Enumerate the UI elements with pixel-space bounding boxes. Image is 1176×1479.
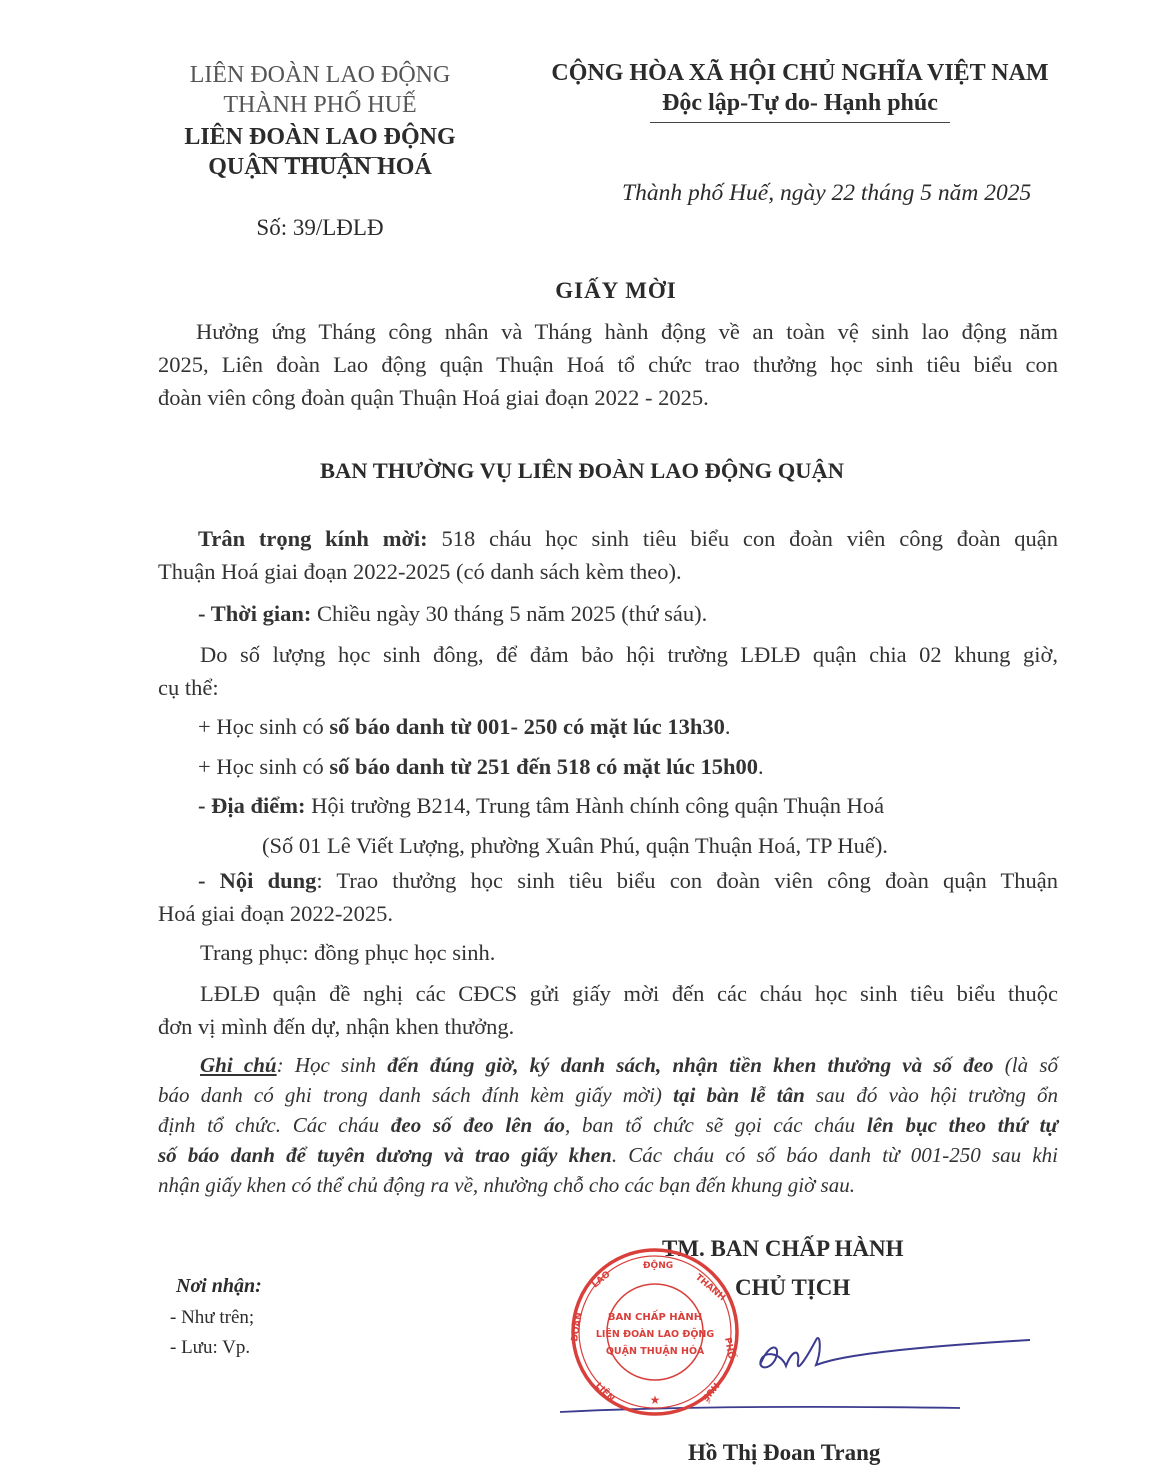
- request-paragraph: [158, 977, 1058, 1043]
- location-label: - Địa điểm:: [198, 793, 306, 818]
- signer-name: Hồ Thị Đoan Trang: [688, 1440, 881, 1465]
- slots-intro1: Do số lượng học sinh đông, để đảm bảo hội trường LĐLĐ quận chia 02 khung giờ,: [200, 642, 1058, 667]
- note-l2a: báo danh có ghi trong danh sách đính kèm giấy mời): [158, 1083, 662, 1107]
- slot-2: [198, 750, 1098, 783]
- content-text1: : Trao thưởng học sinh tiêu biểu con đoàn viên công đoàn quận Thuận: [316, 868, 1058, 893]
- slot-2-prefix: + Học sinh có: [198, 754, 324, 779]
- seal-line3: QUẬN THUẬN HÓA: [605, 1346, 705, 1357]
- seal-left2-text: ĐOÀN: [570, 1311, 586, 1343]
- signature-stroke: [760, 1338, 1030, 1367]
- invite-paragraph: [158, 522, 1058, 588]
- org-underline: [258, 157, 382, 158]
- note-l3b: đeo số đeo lên áo: [390, 1113, 565, 1137]
- note-l4a: số báo danh để tuyên dương và trao giấy khen: [158, 1143, 612, 1167]
- invite-text1: 518 cháu học sinh tiêu biểu con đoàn viên công đoàn quận: [441, 526, 1058, 551]
- parent-org-line2: THÀNH PHỐ HUẾ: [223, 92, 417, 118]
- document-title: GIẤY MỜI: [555, 278, 677, 303]
- parent-org-line1: LIÊN ĐOÀN LAO ĐỘNG: [189, 62, 451, 88]
- slot-2-suffix: .: [757, 754, 764, 779]
- seal-bottom-text: LIÊN: [592, 1381, 617, 1405]
- place-date: Thành phố Huế, ngày 22 tháng 5 năm 2025: [622, 180, 1032, 206]
- seal-line1: BAN CHẤP HÀNH: [607, 1312, 703, 1323]
- recipient-1: - Như trên;: [170, 1307, 255, 1328]
- note-block: [158, 1050, 1058, 1200]
- request-line1: LĐLĐ quận đề nghị các CĐCS gửi giấy mời đến các cháu học sinh tiêu biểu thuộc: [200, 981, 1058, 1006]
- location-text: Hội trường B214, Trung tâm Hành chính công quận Thuận Hoá: [311, 793, 885, 818]
- official-seal: [565, 1242, 745, 1422]
- invite-text2: Thuận Hoá giai đoạn 2022-2025 (có danh sách kèm theo).: [158, 559, 682, 584]
- intro-line2: 2025, Liên đoàn Lao động quận Thuận Hoá tổ chức trao thưởng học sinh tiêu biểu con: [158, 352, 1058, 377]
- time-text: Chiều ngày 30 tháng 5 năm 2025 (thứ sáu).: [316, 601, 708, 626]
- location-address: (Số 01 Lê Viết Lượng, phường Xuân Phú, quận Thuận Hoá, TP Huế).: [262, 833, 888, 858]
- invite-label: Trân trọng kính mời:: [198, 526, 428, 551]
- note-l2b: tại bàn lễ tân: [673, 1083, 805, 1107]
- time-label: - Thời gian:: [198, 601, 312, 626]
- country-name: CỘNG HÒA XÃ HỘI CHỦ NGHĨA VIỆT NAM: [551, 60, 1049, 86]
- note-l3a: định tổ chức. Các cháu: [158, 1113, 380, 1137]
- request-line2: đơn vị mình đến dự, nhận khen thưởng.: [158, 1014, 515, 1039]
- content-text2: Hoá giai đoạn 2022-2025.: [158, 901, 393, 926]
- intro-line1: Hưởng ứng Tháng công nhân và Tháng hành động về an toàn vệ sinh lao động năm: [196, 319, 1058, 344]
- note-l1c: (là số: [1004, 1053, 1059, 1077]
- slot-2-detail: số báo danh từ 251 đến 518 có mặt lúc 15h00: [329, 754, 758, 779]
- document-number: Số: 39/LĐLĐ: [256, 215, 384, 240]
- note-l1a: : Học sinh: [276, 1053, 377, 1077]
- org-line2: QUẬN THUẬN HOÁ: [208, 154, 432, 180]
- committee-heading: BAN THƯỜNG VỤ LIÊN ĐOÀN LAO ĐỘNG QUẬN: [320, 458, 845, 483]
- intro-paragraph: [158, 315, 1058, 414]
- signature-on-behalf: TM. BAN CHẤP HÀNH: [662, 1236, 904, 1261]
- note-l4b: . Các cháu có số báo danh từ 001-250 sau khi: [611, 1143, 1058, 1167]
- location-line: [198, 789, 1098, 822]
- slots-intro2: cụ thể:: [158, 675, 219, 700]
- note-l1b: đến đúng giờ, ký danh sách, nhận tiền khen thưởng và số đeo: [387, 1053, 994, 1077]
- seal-line2: LIÊN ĐOÀN LAO ĐỘNG: [595, 1329, 715, 1340]
- time-line: [198, 597, 1098, 630]
- recipients-title: Nơi nhận:: [176, 1275, 262, 1297]
- slot-1: [198, 710, 1098, 743]
- slot-1-detail: số báo danh từ 001- 250 có mặt lúc 13h30: [329, 714, 725, 739]
- slot-1-prefix: + Học sinh có: [198, 714, 324, 739]
- content-paragraph: [158, 864, 1058, 930]
- content-label: - Nội dung: [198, 868, 317, 893]
- org-line1: LIÊN ĐOÀN LAO ĐỘNG: [184, 124, 456, 150]
- intro-line3: đoàn viên công đoàn quận Thuận Hoá giai đoạn 2022 - 2025.: [158, 385, 709, 410]
- seal-right2-text: PHỐ: [722, 1336, 736, 1360]
- recipient-2: - Lưu: Vp.: [170, 1337, 251, 1358]
- seal-top-text: ĐỘNG: [643, 1261, 674, 1271]
- national-motto: Độc lập-Tự do- Hạnh phúc: [662, 90, 938, 116]
- seal-right3-text: HUẾ: [699, 1380, 721, 1403]
- seal-star-icon: ★: [649, 1393, 661, 1407]
- signature-position: CHỦ TỊCH: [735, 1275, 851, 1300]
- note-l5: nhận giấy khen có thể chủ động ra về, nhường chỗ cho các bạn đến khung giờ sau.: [158, 1173, 855, 1197]
- seal-left-text: LAO: [590, 1269, 613, 1291]
- seal-right-text: THÀNH: [693, 1272, 727, 1304]
- dress-code: Trang phục: đồng phục học sinh.: [200, 940, 496, 965]
- note-label: Ghi chú: [200, 1053, 277, 1077]
- note-l2c: sau đó vào hội trường ổn: [816, 1083, 1059, 1107]
- slots-paragraph: [158, 638, 1058, 704]
- note-l3c: , ban tổ chức sẽ gọi các cháu: [564, 1113, 856, 1137]
- slot-1-suffix: .: [724, 714, 731, 739]
- note-l3d: lên bục theo thứ tự: [866, 1113, 1059, 1137]
- seal-icon: [565, 1242, 745, 1422]
- motto-underline: [650, 122, 950, 123]
